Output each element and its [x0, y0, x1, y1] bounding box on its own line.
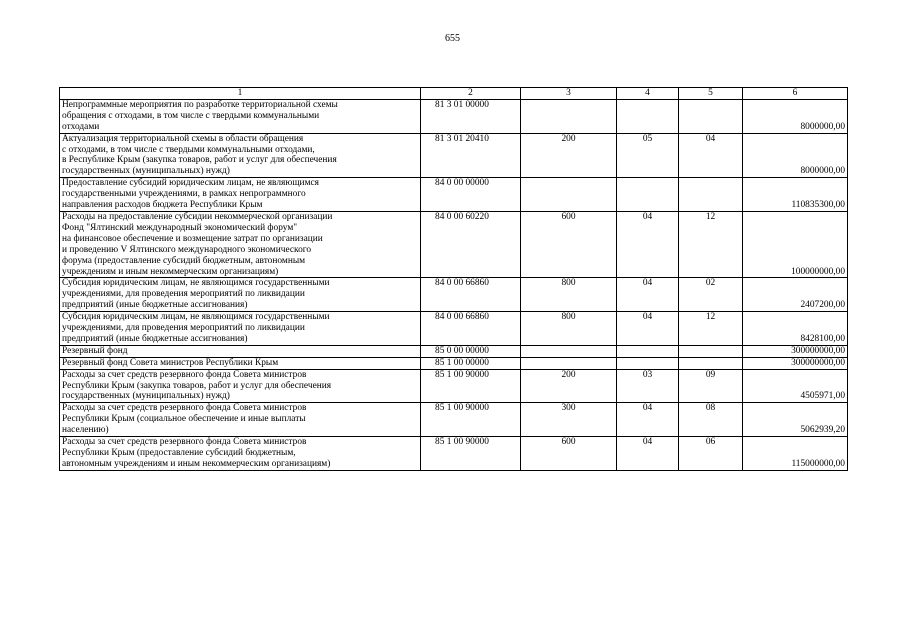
row-section: 05: [617, 133, 679, 178]
column-header: 2: [421, 88, 521, 100]
row-description: Расходы за счет средств резервного фонда Совета министров Республики Крым (закупка товаров, работ и услуг для обеспечения государственных (муниципальных) нужд): [60, 369, 421, 403]
row-subsection: 09: [679, 369, 743, 403]
row-subsection: 04: [679, 133, 743, 178]
row-target-code: 85 1 00 90000: [421, 369, 521, 403]
row-amount: 300000000,00: [743, 345, 848, 357]
row-section: 04: [617, 437, 679, 471]
row-expense-type: [521, 178, 617, 212]
row-section: 04: [617, 312, 679, 346]
row-subsection: 06: [679, 437, 743, 471]
row-description: Расходы за счет средств резервного фонда Совета министров Республики Крым (предоставление субсидий бюджетным, автономным учреждениям и иным некоммерческим организациям): [60, 437, 421, 471]
row-amount: 8000000,00: [743, 99, 848, 133]
row-description: Субсидия юридическим лицам, не являющимся государственными учреждениями, для проведения мероприятий по ликвидации предприятий (иные бюджетные ассигнования): [60, 278, 421, 312]
row-target-code: 85 0 00 00000: [421, 345, 521, 357]
column-header: 6: [743, 88, 848, 100]
column-header: 1: [60, 88, 421, 100]
row-amount: 8428100,00: [743, 312, 848, 346]
row-amount: 300000000,00: [743, 357, 848, 369]
table-row: [60, 437, 848, 471]
row-amount: 115000000,00: [743, 437, 848, 471]
row-target-code: 84 0 00 00000: [421, 178, 521, 212]
page-number: 655: [445, 33, 460, 44]
row-description: Резервный фонд: [60, 345, 421, 357]
row-target-code: 85 1 00 00000: [421, 357, 521, 369]
row-amount: 5062939,20: [743, 403, 848, 437]
row-amount: 4505971,00: [743, 369, 848, 403]
table-row: [60, 345, 848, 357]
table-row: [60, 211, 848, 277]
row-target-code: 81 3 01 20410: [421, 133, 521, 178]
column-header: 5: [679, 88, 743, 100]
table-row: [60, 99, 848, 133]
row-section: [617, 345, 679, 357]
table-row: [60, 278, 848, 312]
row-target-code: 85 1 00 90000: [421, 403, 521, 437]
row-amount: 2407200,00: [743, 278, 848, 312]
row-section: 04: [617, 278, 679, 312]
row-expense-type: 600: [521, 437, 617, 471]
row-amount: 8000000,00: [743, 133, 848, 178]
row-section: [617, 357, 679, 369]
row-expense-type: 800: [521, 278, 617, 312]
row-expense-type: [521, 99, 617, 133]
row-amount: 100000000,00: [743, 211, 848, 277]
row-subsection: 08: [679, 403, 743, 437]
row-section: [617, 99, 679, 133]
row-section: 03: [617, 369, 679, 403]
table-row: [60, 369, 848, 403]
row-subsection: [679, 99, 743, 133]
row-description: Расходы за счет средств резервного фонда Совета министров Республики Крым (социальное обеспечение и иные выплаты населению): [60, 403, 421, 437]
row-subsection: [679, 357, 743, 369]
row-description: Предоставление субсидий юридическим лицам, не являющимся государственными учреждениями, в рамках непрограммного направления расходов бюджета Республики Крым: [60, 178, 421, 212]
row-target-code: 84 0 00 66860: [421, 278, 521, 312]
table-row: [60, 403, 848, 437]
table-row: [60, 357, 848, 369]
row-subsection: [679, 178, 743, 212]
row-section: 04: [617, 403, 679, 437]
row-subsection: [679, 345, 743, 357]
row-expense-type: 200: [521, 133, 617, 178]
column-header: 3: [521, 88, 617, 100]
row-target-code: 81 3 01 00000: [421, 99, 521, 133]
row-expense-type: 800: [521, 312, 617, 346]
row-expense-type: [521, 357, 617, 369]
row-description: Субсидия юридическим лицам, не являющимся государственными учреждениями, для проведения мероприятий по ликвидации предприятий (иные бюджетные ассигнования): [60, 312, 421, 346]
row-subsection: 12: [679, 312, 743, 346]
row-section: 04: [617, 211, 679, 277]
row-target-code: 85 1 00 90000: [421, 437, 521, 471]
row-subsection: 02: [679, 278, 743, 312]
row-expense-type: 600: [521, 211, 617, 277]
row-amount: 110835300,00: [743, 178, 848, 212]
budget-table: [59, 87, 848, 471]
row-description: Расходы на предоставление субсидии некоммерческой организации Фонд "Ялтинский международный экономический форум" на финансовое обеспечение и возмещение затрат по организации и проведению V Ялтинского международного экономического форума (предоставление субсидий бюджетным, автономным учреждениям и иным некоммерческим организациям): [60, 211, 421, 277]
row-target-code: 84 0 00 66860: [421, 312, 521, 346]
table-header-row: [60, 88, 848, 100]
row-target-code: 84 0 00 60220: [421, 211, 521, 277]
row-description: Актуализация территориальной схемы в области обращения с отходами, в том числе с твердыми коммунальными отходами, в Республике Крым (закупка товаров, работ и услуг для обеспечения государственных (муниципальных) нужд): [60, 133, 421, 178]
row-section: [617, 178, 679, 212]
row-description: Резервный фонд Совета министров Республики Крым: [60, 357, 421, 369]
table-row: [60, 312, 848, 346]
row-expense-type: [521, 345, 617, 357]
table-row: [60, 133, 848, 178]
table-row: [60, 178, 848, 212]
column-header: 4: [617, 88, 679, 100]
row-subsection: 12: [679, 211, 743, 277]
row-description: Непрограммные мероприятия по разработке территориальной схемы обращения с отходами, в том числе с твердыми коммунальными отходами: [60, 99, 421, 133]
row-expense-type: 300: [521, 403, 617, 437]
row-expense-type: 200: [521, 369, 617, 403]
